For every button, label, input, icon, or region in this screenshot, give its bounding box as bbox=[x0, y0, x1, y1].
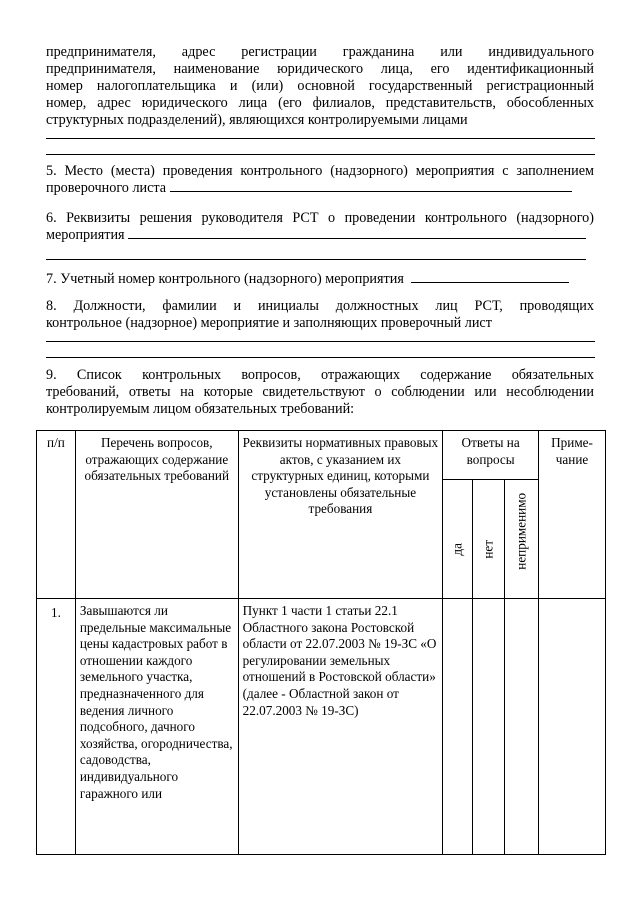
item6-line2: мероприятия bbox=[46, 227, 125, 243]
item9-line2: требований, ответы на которые свидетельствуют о соблюдении или несоблюдении bbox=[46, 384, 594, 400]
header-na: неприменимо bbox=[513, 493, 529, 571]
decision-blank-field[interactable] bbox=[128, 237, 586, 239]
record-number-field[interactable] bbox=[411, 281, 569, 283]
item9-line3: контролируемым лицом обязательных требований: bbox=[46, 401, 355, 417]
row-question: Завышаются ли предельные максимальные цены кадастровых работ в отношении каждого земельного участка, предназначенного для ведения личного подсобного, дачного хозяйства, огородничества, садоводства, индивидуального гаражного или bbox=[75, 599, 238, 855]
header-note: Приме-чание bbox=[539, 431, 606, 599]
row-no-cell[interactable] bbox=[473, 599, 505, 855]
intro-line: структурных подразделений), являющихся контролируемыми лицами bbox=[46, 112, 468, 128]
intro-line: предпринимателя, адрес регистрации гражданина или индивидуального bbox=[46, 44, 594, 60]
fill-line[interactable] bbox=[46, 259, 586, 260]
header-yes-cell bbox=[443, 480, 473, 599]
item6-paragraph bbox=[46, 210, 594, 244]
table-row bbox=[37, 599, 606, 855]
fill-line[interactable] bbox=[46, 154, 595, 155]
intro-line: предпринимателя, наименование юридического лица, его идентификационный bbox=[46, 61, 594, 77]
intro-line: номер, адрес юридического лица (его филиалов, представительств, обособленных bbox=[46, 95, 594, 111]
item7-paragraph bbox=[46, 271, 594, 288]
item5-line1: 5. Место (места) проведения контрольного (надзорного) мероприятия с заполнением bbox=[46, 163, 594, 179]
row-requisites: Пункт 1 части 1 статьи 22.1 Областного закона Ростовской области от 22.07.2003 № 19-ЗС «О регулировании земельных отношений в Ростовской области» (далее - Областной закон от 22.07.2003 № 19-ЗС) bbox=[238, 599, 443, 855]
header-na-cell bbox=[505, 480, 539, 599]
header-yes: да bbox=[449, 543, 465, 556]
header-questions: Перечень вопросов, отражающих содержание обязательных требований bbox=[75, 431, 238, 599]
item5-paragraph bbox=[46, 163, 594, 197]
item8-line1: 8. Должности, фамилии и инициалы должностных лиц РСТ, проводящих bbox=[46, 298, 594, 314]
table-header-row bbox=[37, 431, 606, 480]
fill-line[interactable] bbox=[46, 138, 595, 139]
header-answers: Ответы на вопросы bbox=[443, 431, 539, 480]
intro-line: номер налогоплательщика и (или) основной государственный регистрационный bbox=[46, 78, 594, 94]
row-note-cell[interactable] bbox=[539, 599, 606, 855]
row-na-cell[interactable] bbox=[505, 599, 539, 855]
header-requisites: Реквизиты нормативных правовых актов, с указанием их структурных единиц, которыми установлены обязательные требования bbox=[238, 431, 443, 599]
fill-line[interactable] bbox=[46, 341, 595, 342]
fill-line[interactable] bbox=[46, 357, 595, 358]
header-no: нет bbox=[480, 540, 496, 560]
header-num: п/п bbox=[37, 431, 76, 599]
row-num: 1. bbox=[37, 599, 76, 855]
item5-line2: проверочного листа bbox=[46, 180, 167, 196]
place-blank-field[interactable] bbox=[170, 190, 572, 192]
item7-text: 7. Учетный номер контрольного (надзорного) мероприятия bbox=[46, 271, 404, 287]
item8-line2: контрольное (надзорное) мероприятие и заполняющих проверочный лист bbox=[46, 315, 492, 331]
item8-paragraph bbox=[46, 298, 594, 332]
item9-paragraph bbox=[46, 367, 594, 418]
item9-line1: 9. Список контрольных вопросов, отражающих содержание обязательных bbox=[46, 367, 594, 383]
item6-line1: 6. Реквизиты решения руководителя РСТ о проведении контрольного (надзорного) bbox=[46, 210, 594, 226]
header-no-cell bbox=[473, 480, 505, 599]
row-yes-cell[interactable] bbox=[443, 599, 473, 855]
checklist-table bbox=[36, 430, 606, 855]
intro-paragraph bbox=[46, 44, 594, 129]
